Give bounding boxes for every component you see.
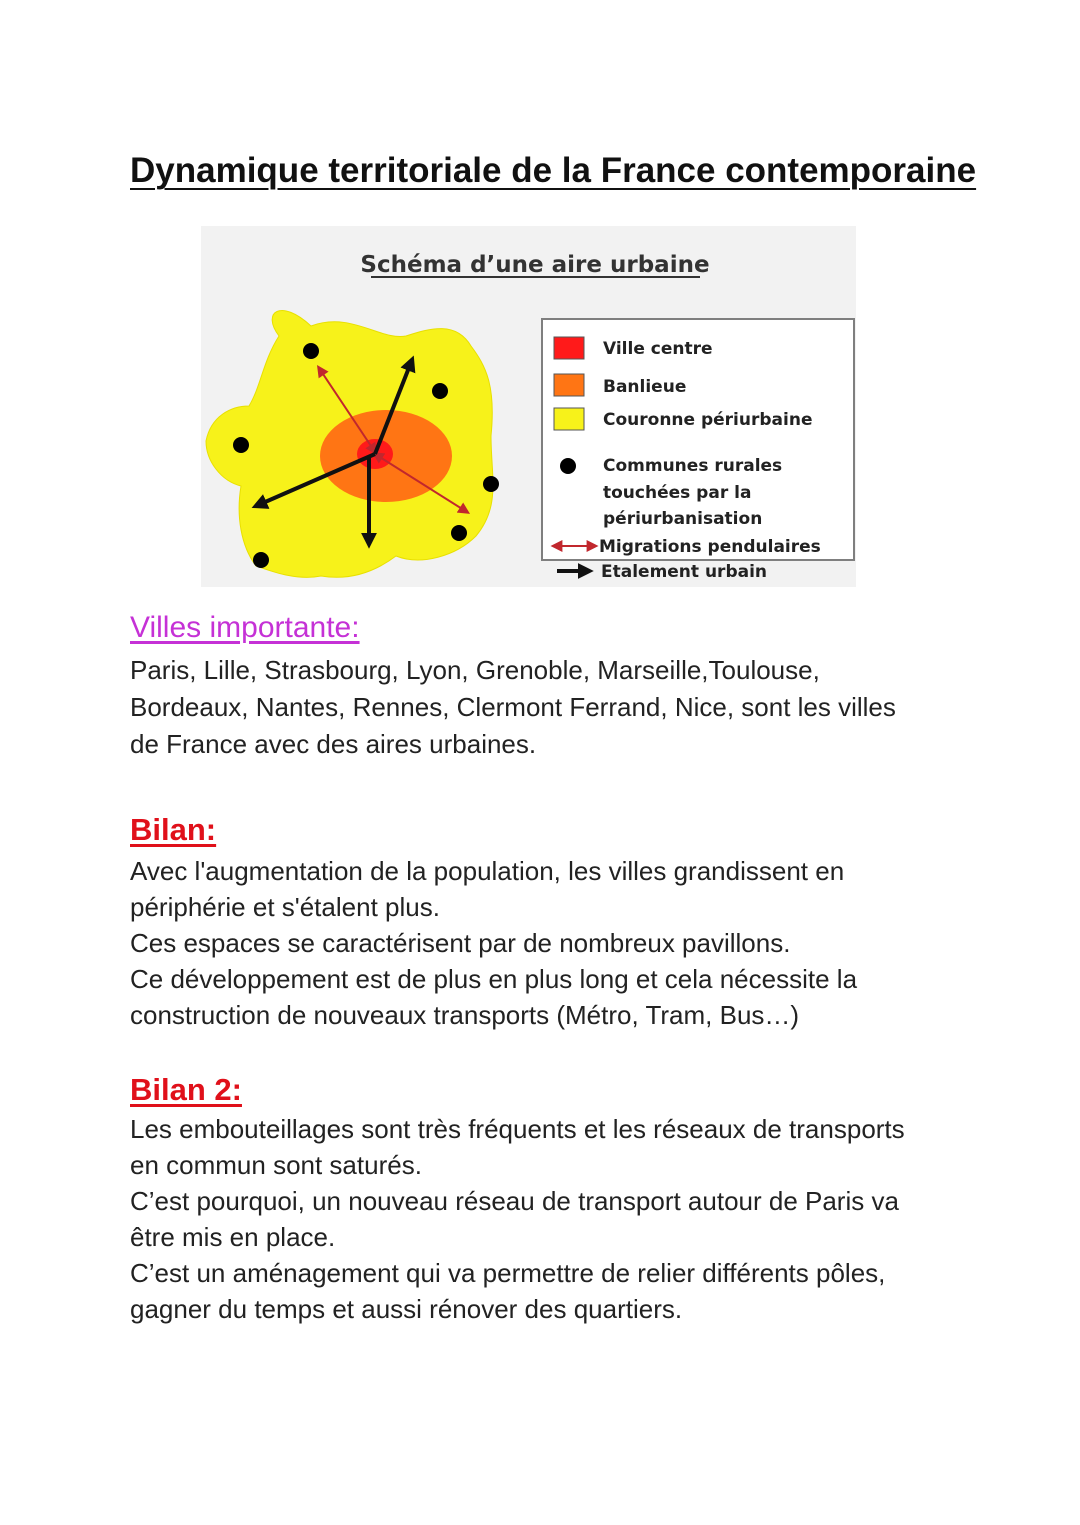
bilan-2-line: C’est pourquoi, un nouveau réseau de transport autour de Paris va [130,1186,899,1216]
page-title: Dynamique territoriale de la France contemporaine [130,151,977,191]
commune-dot [303,343,319,359]
legend-symbol-communes [560,458,576,474]
legend-label-banlieue: Banlieue [603,377,687,397]
legend-label-ville-centre: Ville centre [603,339,713,359]
bilan-2-line: gagner du temps et aussi rénover des quartiers. [130,1294,683,1324]
commune-dot [483,476,499,492]
bilan-2-line: Les embouteillages sont très fréquents et les réseaux de transports [130,1114,905,1144]
bilan-paragraph [130,853,960,1033]
bilan-line: construction de nouveaux transports (Métro, Tram, Bus…) [130,1000,800,1030]
bilan-line: Avec l'augmentation de la population, les villes grandissent en [130,856,845,886]
commune-dot [432,383,448,399]
villes-heading: Villes importante: [130,611,360,644]
commune-dot [253,552,269,568]
urban-area-svg [201,226,856,587]
villes-line: de France avec des aires urbaines. [130,729,537,759]
bilan-line: périphérie et s'étalent plus. [130,892,440,922]
legend-label-communes-line1: Communes rurales [603,456,783,476]
legend-swatch-ville-centre [554,337,584,359]
commune-dot [233,437,249,453]
legend-label-couronne: Couronne périurbaine [603,410,813,430]
diagram-title: Schéma d’une aire urbaine [360,252,710,278]
commune-dot [451,525,467,541]
legend-swatch-banlieue [554,374,584,396]
bilan-2-line: C’est un aménagement qui va permettre de relier différents pôles, [130,1258,886,1288]
legend-label-migrations: Migrations pendulaires [599,537,821,557]
villes-line: Bordeaux, Nantes, Rennes, Clermont Ferrand, Nice, sont les villes [130,692,896,722]
bilan-2-paragraph [130,1111,960,1327]
bilan-line: Ce développement est de plus en plus long et cela nécessite la [130,964,858,994]
villes-paragraph [130,652,960,763]
legend-label-communes-line2: touchées par la [603,483,752,503]
bilan-heading: Bilan: [130,812,217,847]
legend-swatch-couronne [554,408,584,430]
bilan-line: Ces espaces se caractérisent par de nombreux pavillons. [130,928,791,958]
villes-line: Paris, Lille, Strasbourg, Lyon, Grenoble, Marseille,Toulouse, [130,655,820,685]
legend-label-etalement: Etalement urbain [601,562,768,582]
bilan-2-line: en commun sont saturés. [130,1150,422,1180]
legend-label-communes-line3: périurbanisation [603,509,763,529]
bilan-2-line: être mis en place. [130,1222,336,1252]
bilan-2-heading: Bilan 2: [130,1072,242,1107]
urban-area-diagram [201,226,856,587]
